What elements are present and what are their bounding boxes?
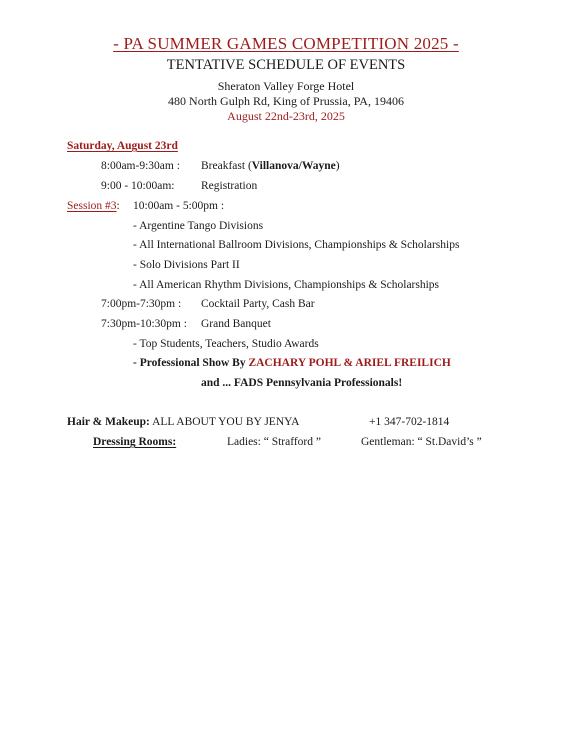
breakfast-label: Breakfast ( [201, 160, 252, 172]
page-title: - PA SUMMER GAMES COMPETITION 2025 - [113, 34, 459, 53]
breakfast-location: Villanova/Wayne [251, 160, 336, 172]
cocktail-time: 7:00pm-7:30pm : [101, 298, 182, 310]
ladies-room: Ladies: “ Strafford ” [227, 436, 321, 448]
session-colon: : [116, 200, 120, 212]
show-performers: ZACHARY POHL & ARIEL FREILICH [248, 357, 451, 369]
dressing-rooms-label: Dressing Rooms: [93, 436, 177, 448]
session-item: - Solo Divisions Part II [133, 259, 240, 271]
venue-name: Sheraton Valley Forge Hotel [217, 79, 355, 93]
session-item: - All American Rhythm Divisions, Championships & Scholarships [133, 279, 440, 291]
hair-phone: +1 347-702-1814 [369, 416, 450, 428]
session-label: Session #3 [67, 200, 117, 212]
session-row [67, 200, 120, 212]
hair-label: Hair & Makeup: [67, 416, 150, 428]
session-time: 10:00am - 5:00pm : [133, 200, 225, 212]
session-item: - Argentine Tango Divisions [133, 220, 264, 232]
day-heading: Saturday, August 23rd [67, 140, 178, 152]
banquet-time: 7:30pm-10:30pm : [101, 318, 187, 330]
venue-address: 480 North Gulph Rd, King of Prussia, PA, 19406 [168, 94, 404, 108]
cocktail-label: Cocktail Party, Cash Bar [201, 298, 315, 310]
breakfast-row [201, 160, 340, 172]
show-prefix: - Professional Show By [133, 357, 249, 369]
registration-label: Registration [201, 180, 258, 192]
hair-value: ALL ABOUT YOU BY JENYA [152, 416, 300, 428]
banquet-item: - Top Students, Teachers, Studio Awards [133, 338, 319, 350]
breakfast-time: 8:00am-9:30am : [101, 160, 180, 172]
show-continued: and ... FADS Pennsylvania Professionals! [201, 377, 403, 389]
show-row [133, 357, 451, 369]
banquet-label: Grand Banquet [201, 318, 271, 330]
hair-row [67, 416, 299, 428]
registration-time: 9:00 - 10:00am: [101, 180, 175, 192]
page-subtitle: TENTATIVE SCHEDULE OF EVENTS [166, 57, 406, 73]
event-dates: August 22nd-23rd, 2025 [227, 109, 345, 123]
gentleman-room: Gentleman: “ St.David’s ” [361, 436, 482, 448]
session-item: - All International Ballroom Divisions, Championships & Scholarships [133, 239, 460, 251]
breakfast-close: ) [335, 160, 340, 172]
